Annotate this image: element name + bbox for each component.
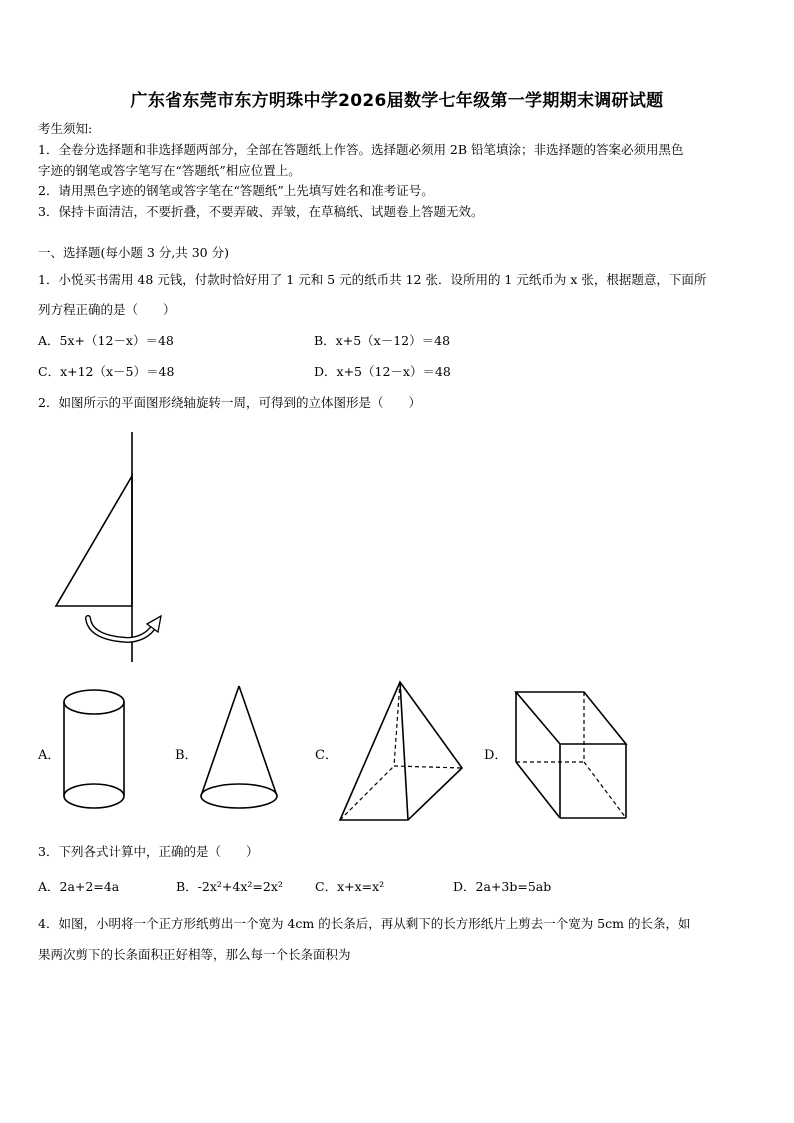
- q2-option-a-label: A．: [38, 748, 61, 763]
- notice-heading: 考生须知:: [38, 121, 93, 136]
- q2-option-d-label: D．: [484, 748, 508, 763]
- q3-text: 3．下列各式计算中，正确的是（ ）: [38, 844, 259, 859]
- cone-shape: [198, 684, 288, 824]
- pyramid-shape: [336, 678, 466, 828]
- q1-option-d: D．x+5（12－x）＝48: [314, 364, 451, 379]
- q4-text-line2: 果两次剪下的长条面积正好相等，那么每一个长条面积为: [38, 947, 351, 962]
- q2-option-c-label: C．: [315, 748, 338, 763]
- q4-text-line1: 4．如图，小明将一个正方形纸剪出一个宽为 4cm 的长条后，再从剩下的长方形纸片上剪去一个宽为 5cm 的长条，如: [38, 916, 691, 931]
- q2-option-b-label: B．: [175, 748, 198, 763]
- q3-option-b: B．-2x²+4x²=2x²: [176, 879, 283, 894]
- q2-text: 2．如图所示的平面图形绕轴旋转一周，可得到的立体图形是（ ）: [38, 395, 421, 410]
- q3-option-d: D．2a+3b=5ab: [453, 879, 552, 894]
- notice-item-1: 1．全卷分选择题和非选择题两部分，全部在答题纸上作答。选择题必须用 2B 铅笔填涂；非选择题的答案必须用黑色: [38, 142, 684, 157]
- q1-option-b: B．x+5（x－12）＝48: [314, 333, 451, 348]
- cylinder-shape: [60, 684, 140, 824]
- notice-item-2: 2．请用黑色字迹的钢笔或答字笔在“答题纸”上先填写姓名和准考证号。: [38, 183, 434, 198]
- q3-option-c: C．x+x=x²: [315, 879, 385, 894]
- prism-shape: [512, 688, 632, 823]
- q1-option-a: A．5x+（12－x）＝48: [38, 333, 174, 348]
- q1-text-line2: 列方程正确的是（ ）: [38, 302, 176, 317]
- q1-option-c: C．x+12（x－5）＝48: [38, 364, 175, 379]
- notice-item-3: 3．保持卡面清洁，不要折叠，不要弄破、弄皱，在草稿纸、试题卷上答题无效。: [38, 204, 484, 219]
- notice-item-1-cont: 字迹的钢笔或答字笔写在“答题纸”相应位置上。: [38, 163, 301, 178]
- page-title: 广东省东莞市东方明珠中学2026届数学七年级第一学期期末调研试题: [130, 91, 664, 111]
- rotation-figure: [50, 428, 170, 668]
- q3-option-a: A．2a+2=4a: [38, 879, 120, 894]
- q1-text-line1: 1．小悦买书需用 48 元钱，付款时恰好用了 1 元和 5 元的纸币共 12 张．设所用的 1 元纸币为 x 张，根据题意，下面所: [38, 272, 707, 287]
- section-heading: 一、选择题(每小题 3 分,共 30 分): [38, 245, 229, 260]
